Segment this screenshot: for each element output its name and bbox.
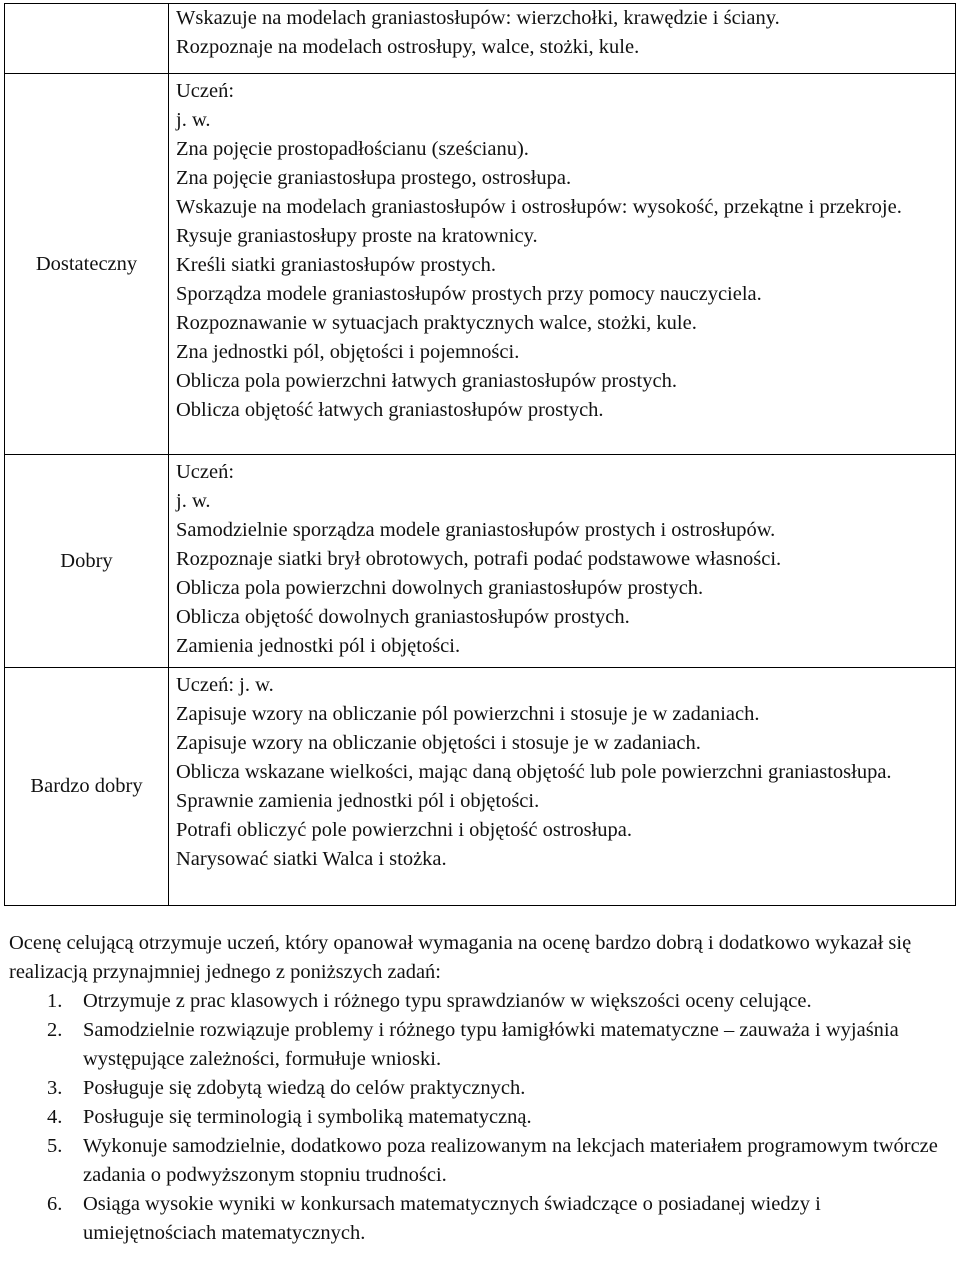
list-item [9, 987, 954, 1016]
requirements-cell [169, 668, 956, 906]
list-item [9, 1103, 954, 1132]
item-number: 3. [47, 1077, 63, 1099]
requirement-line: Oblicza objętość łatwych graniastosłupów prostych. [176, 399, 604, 421]
item-text: Posługuje się terminologią i symboliką matematyczną. [83, 1106, 532, 1128]
requirements-cell [169, 74, 956, 455]
requirement-line: Uczeń: [176, 461, 235, 483]
item-number: 6. [47, 1193, 63, 1215]
requirement-line: j. w. [176, 109, 211, 131]
table-row [5, 668, 956, 906]
requirement-line: Zapisuje wzory na obliczanie objętości i stosuje je w zadaniach. [176, 732, 701, 754]
requirement-line: Zna pojęcie graniastosłupa prostego, ostrosłupa. [176, 167, 572, 189]
requirements-cell [169, 455, 956, 668]
grade-cell [5, 668, 169, 906]
grade-cell [5, 74, 169, 455]
requirement-line: Wskazuje na modelach graniastosłupów i ostrosłupów: wysokość, przekątne i przekroje. [176, 196, 902, 218]
requirements-cell [169, 4, 956, 74]
requirement-line: Wskazuje na modelach graniastosłupów: wierzchołki, krawędzie i ściany. [176, 7, 780, 29]
excellent-grade-intro: Ocenę celującą otrzymuje uczeń, który opanował wymagania na ocenę bardzo dobrą i dodatkowo wykazał się realizacją przynajmniej jednego z poniższych zadań: [9, 932, 912, 983]
requirement-line: Uczeń: j. w. [176, 674, 274, 696]
requirement-line: Zapisuje wzory na obliczanie pól powierzchni i stosuje je w zadaniach. [176, 703, 760, 725]
grade-cell [5, 4, 169, 74]
excellent-grade-task-list [9, 987, 954, 1248]
list-item [9, 1190, 954, 1248]
list-item [9, 1074, 954, 1103]
list-item [9, 1016, 954, 1074]
requirement-line: Rozpoznawanie w sytuacjach praktycznych walce, stożki, kule. [176, 312, 697, 334]
item-number: 4. [47, 1106, 63, 1128]
requirements-table [4, 3, 956, 906]
grade-cell [5, 455, 169, 668]
requirement-line: Oblicza wskazane wielkości, mając daną objętość lub pole powierzchni graniastosłupa. [176, 761, 892, 783]
requirement-line: Sprawnie zamienia jednostki pól i objętości. [176, 790, 540, 812]
requirement-line: Oblicza pola powierzchni dowolnych graniastosłupów prostych. [176, 577, 704, 599]
requirement-line: Narysować siatki Walca i stożka. [176, 848, 447, 870]
requirement-line: Sporządza modele graniastosłupów prostych przy pomocy nauczyciela. [176, 283, 762, 305]
list-item [9, 1132, 954, 1190]
item-number: 1. [47, 990, 63, 1012]
grade-label: Dostateczny [35, 252, 138, 275]
requirement-line: Uczeń: [176, 80, 235, 102]
item-text: Otrzymuje z prac klasowych i różnego typu sprawdzianów w większości oceny celujące. [83, 990, 812, 1012]
table-row [5, 4, 956, 74]
requirement-line: Potrafi obliczyć pole powierzchni i objętość ostrosłupa. [176, 819, 633, 841]
requirement-line: Zna jednostki pól, objętości i pojemności. [176, 341, 520, 363]
requirement-line: Oblicza pola powierzchni łatwych graniastosłupów prostych. [176, 370, 677, 392]
excellent-grade-section [9, 929, 954, 1248]
grade-label: Dobry [60, 549, 113, 572]
table-row [5, 74, 956, 455]
requirement-line: Rozpoznaje na modelach ostrosłupy, walce, stożki, kule. [176, 36, 640, 58]
requirement-line: Rozpoznaje siatki brył obrotowych, potrafi podać podstawowe własności. [176, 548, 782, 570]
item-text: Samodzielnie rozwiązuje problemy i różnego typu łamigłówki matematyczne – zauważa i wyjaśnia występujące zależności, formułuje wnioski. [83, 1019, 899, 1070]
requirement-line: Samodzielnie sporządza modele graniastosłupów prostych i ostrosłupów. [176, 519, 776, 541]
table-row [5, 455, 956, 668]
item-number: 2. [47, 1019, 63, 1041]
requirement-line: Zamienia jednostki pól i objętości. [176, 635, 461, 657]
requirement-line: Kreśli siatki graniastosłupów prostych. [176, 254, 496, 276]
item-text: Osiąga wysokie wyniki w konkursach matematycznych świadczące o posiadanej wiedzy i umiejętnościach matematycznych. [83, 1193, 821, 1244]
grade-label: Bardzo dobry [30, 775, 143, 797]
requirement-line: Oblicza objętość dowolnych graniastosłupów prostych. [176, 606, 630, 628]
requirement-line: Zna pojęcie prostopadłościanu (sześcianu). [176, 138, 529, 160]
item-text: Wykonuje samodzielnie, dodatkowo poza realizowanym na lekcjach materiałem programowym twórcze zadania o podwyższonym stopniu trudności. [83, 1135, 938, 1186]
requirement-line: Rysuje graniastosłupy proste na kratownicy. [176, 225, 538, 247]
requirement-line: j. w. [176, 490, 211, 512]
item-number: 5. [47, 1135, 63, 1157]
item-text: Posługuje się zdobytą wiedzą do celów praktycznych. [83, 1077, 526, 1099]
